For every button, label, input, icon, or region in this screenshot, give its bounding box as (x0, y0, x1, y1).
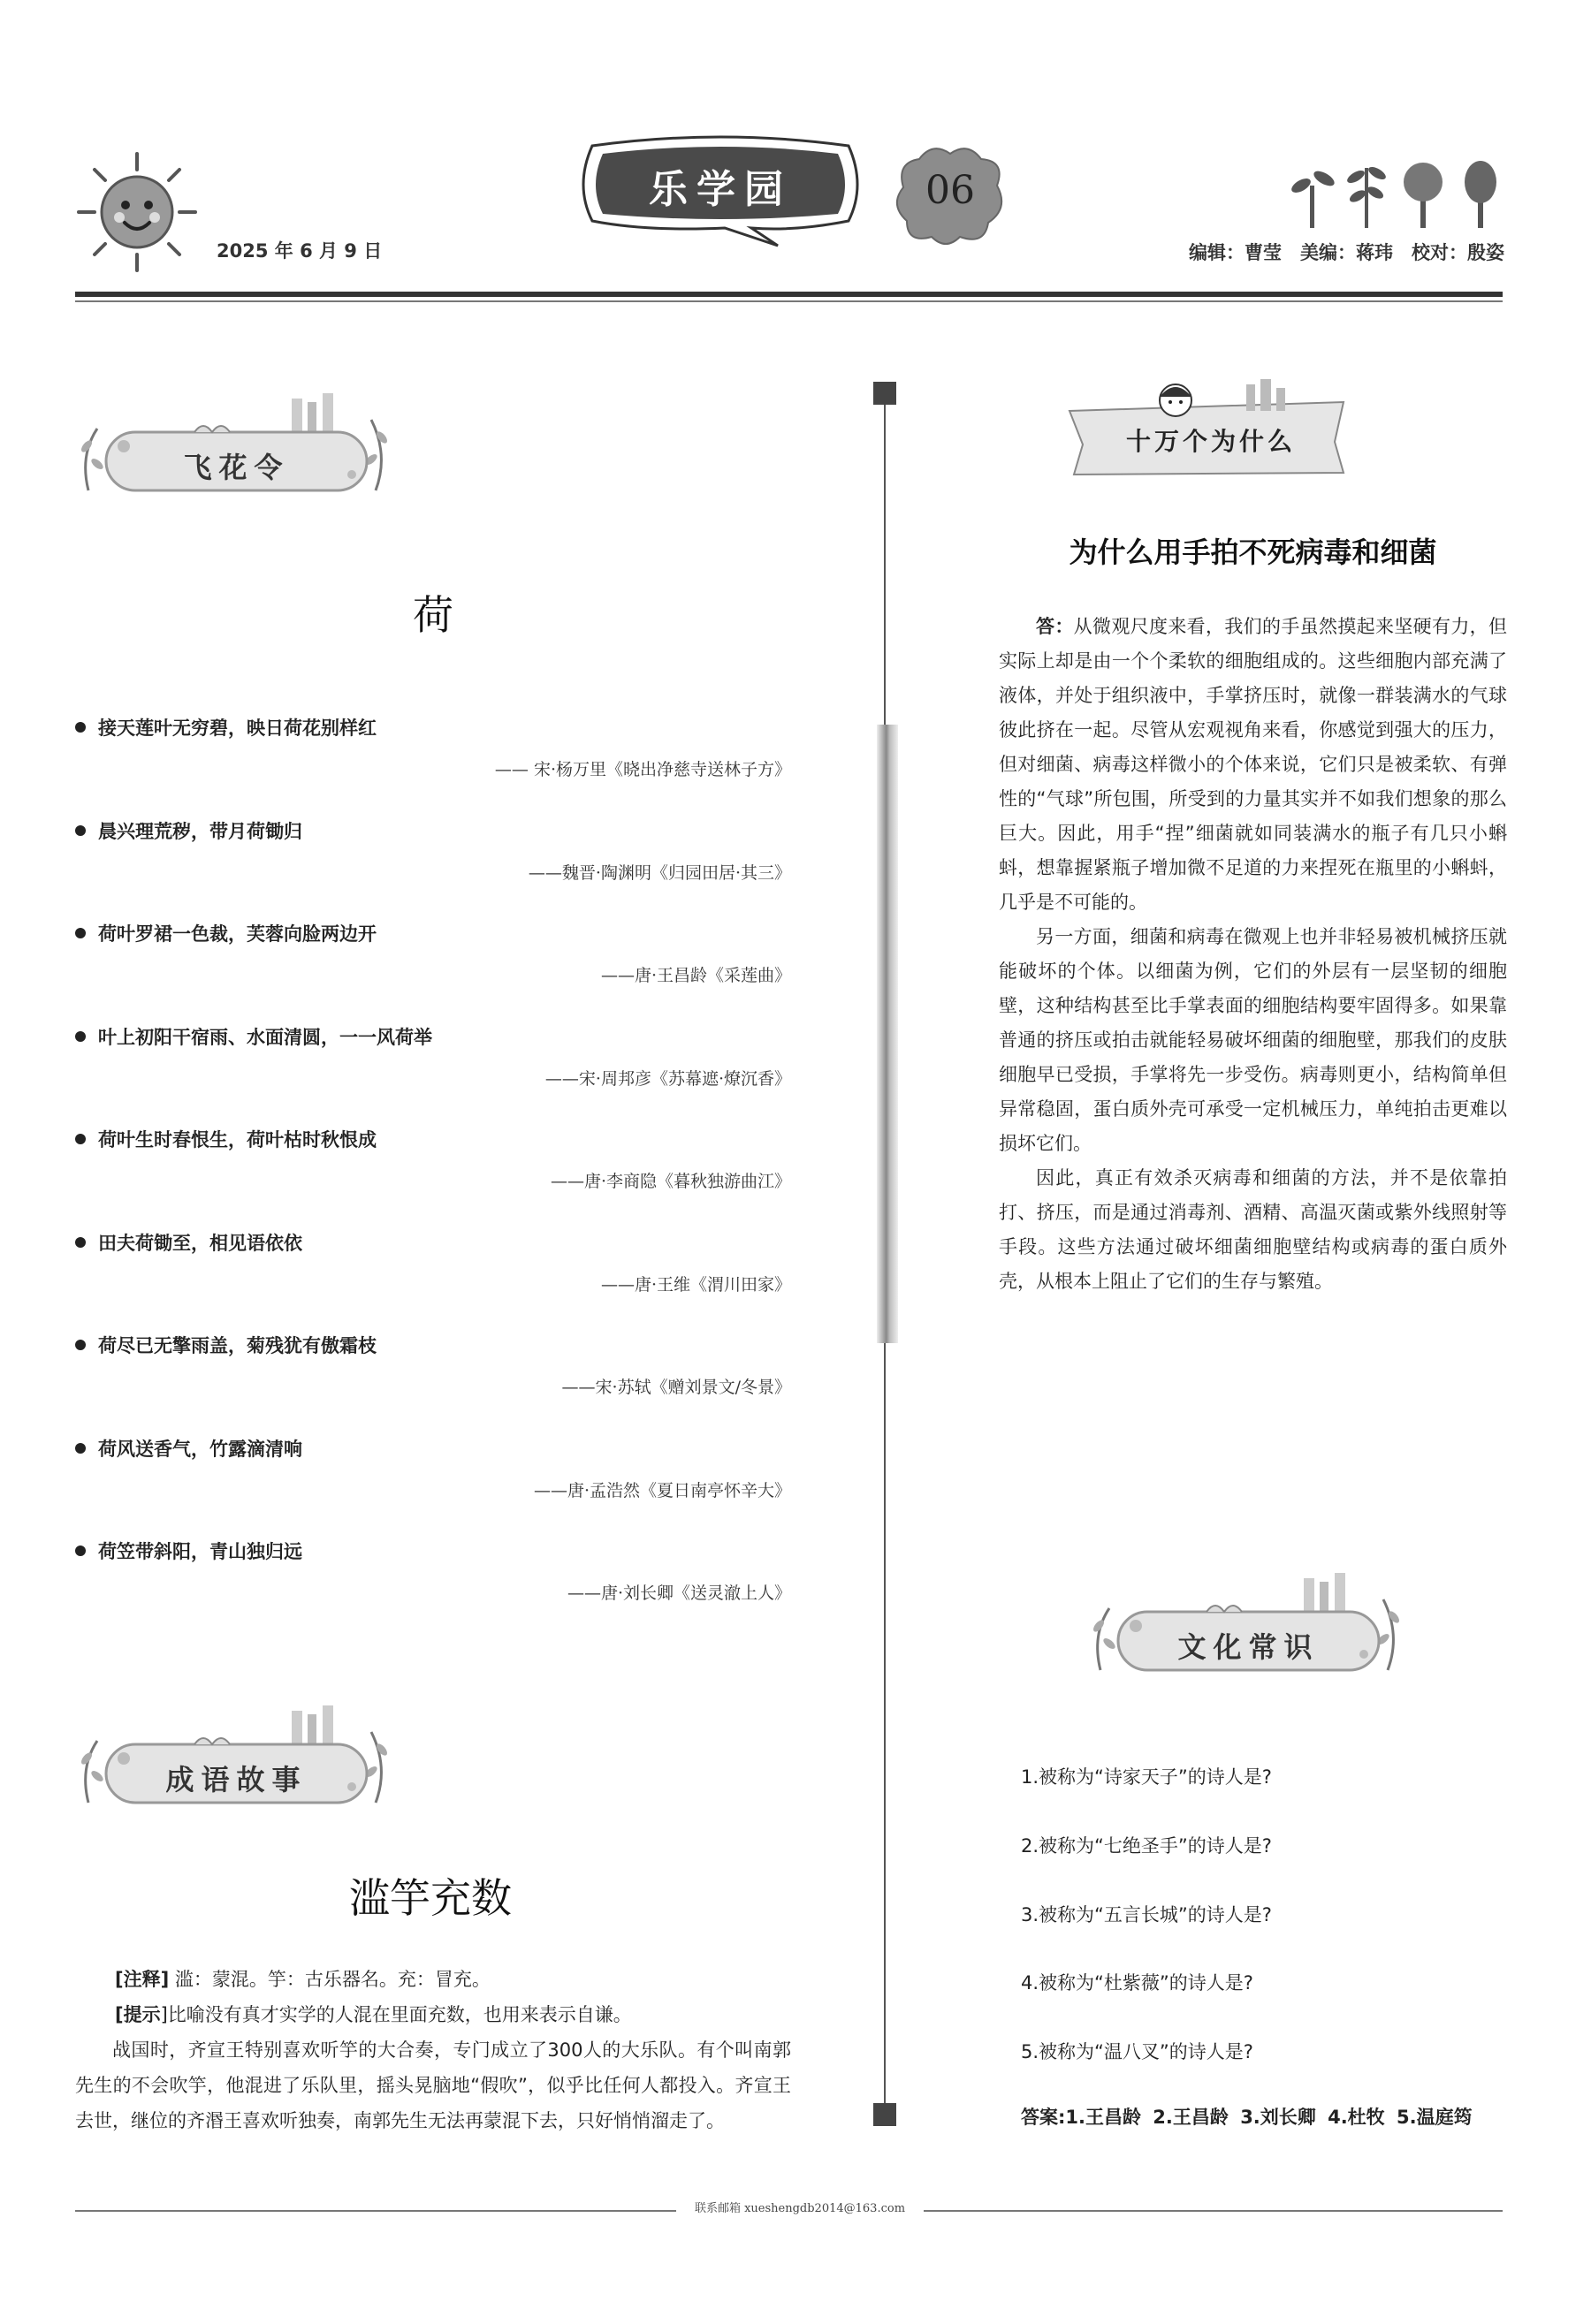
culture-question-5: 5.被称为“温八叉”的诗人是? (1021, 2041, 1253, 2062)
why-title: 为什么用手拍不死病毒和细菌 (1069, 535, 1437, 569)
divider-square-top (873, 382, 896, 405)
poem-source: ——宋·周邦彦《苏幕遮·燎沉香》 (544, 1068, 791, 1089)
poem-line-text: 荷笠带斜阳，青山独归远 (98, 1541, 302, 1562)
idiom-story: 战国时，齐宣王特别喜欢听竽的大合奏，专门成立了300人的大乐队。有个叫南郭先生的不会吹竽，他混进了乐队里，摇头晃脑地“假吹”，似乎比任何人都投入。齐宣王去世，继位的齐湣王喜欢听独奏，南郭先生无法再蒙混下去，只好悄悄溜走了。 (75, 2039, 791, 2131)
culture-question-3: 3.被称为“五言长城”的诗人是? (1021, 1904, 1272, 1925)
poem-line (75, 714, 791, 740)
poem-source: ——唐·孟浩然《夏日南亭怀辛大》 (533, 1480, 791, 1500)
poem-item (75, 1229, 791, 1295)
poem-line-text: 荷叶生时春恨生，荷叶枯时秋恨成 (98, 1129, 377, 1151)
poem-line-text: 荷尽已无擎雨盖，菊残犹有傲霜枝 (98, 1335, 377, 1356)
poem-source: ——唐·王维《渭川田家》 (600, 1274, 791, 1295)
bullet-icon (75, 1546, 86, 1556)
publication-title: 乐学园 (649, 167, 792, 212)
feihualing-badge-label: 飞花令 (183, 451, 290, 484)
idiom-note-text: 滥：蒙混。竽：古乐器名。充：冒充。 (169, 1969, 491, 1990)
why-badge-label: 十万个为什么 (1125, 427, 1296, 456)
poem-line (75, 1538, 791, 1564)
issue-number: 06 (925, 168, 975, 213)
poem-line-text: 田夫荷锄至，相见语依依 (98, 1232, 302, 1254)
culture-question-1: 1.被称为“诗家天子”的诗人是? (1021, 1766, 1272, 1788)
idiom-title: 滥竽充数 (349, 1874, 512, 1922)
poem-item (75, 1435, 791, 1501)
why-paragraph-1-text: 从微观尺度来看，我们的手虽然摸起来坚硬有力，但实际上却是由一个个柔软的细胞组成的。这些细胞内部充满了液体，并处于组织液中，手掌挤压时，就像一群装满水的气球彼此挤在一起。尽管从宏观视角来看，你感觉到强大的压力，但对细菌、病毒这样微小的个体来说，它们只是被柔软、有弹性的“气球”所包围，所受到的力量其实并不如我们想象的那么巨大。因此，用手“捏”细菌就如同装满水的瓶子有几只小蝌蚪，想靠握紧瓶子增加微不足道的力来捏死在瓶里的小蝌蚪，几乎是不可能的。 (999, 616, 1508, 913)
footer-contact: 联系邮箱 xueshengdb2014@163.com (681, 2199, 919, 2215)
footer-rule-left (75, 2210, 676, 2212)
header-rule (75, 292, 1503, 297)
poem-line-text: 荷风送香气，竹露滴清响 (98, 1438, 302, 1460)
idiom-note-label: [注释] (115, 1969, 170, 1990)
poem-item (75, 1538, 791, 1604)
bullet-icon (75, 1443, 86, 1454)
editor-credits: 编辑：曹莹 美编：蒋玮 校对：殷姿 (1189, 242, 1504, 263)
why-article (999, 610, 1507, 1299)
poem-line-text: 接天莲叶无穷碧，映日荷花别样红 (98, 718, 377, 739)
why-paragraph-1 (999, 610, 1507, 920)
poem-line (75, 1126, 791, 1152)
poem-item (75, 714, 791, 780)
trees-icon (1290, 150, 1511, 230)
feihualing-keyword: 荷 (413, 591, 453, 639)
why-answer-label: 答： (1036, 616, 1074, 637)
bullet-icon (75, 1031, 86, 1042)
poem-source: ——宋·苏轼《赠刘景文/冬景》 (561, 1378, 791, 1397)
poem-item (75, 920, 791, 986)
bullet-icon (75, 1134, 86, 1144)
poem-item (75, 1332, 791, 1398)
poem-line (75, 1435, 791, 1462)
poem-item (75, 1126, 791, 1192)
poem-line-text: 晨兴理荒秽，带月荷锄归 (98, 820, 302, 842)
poem-line (75, 1023, 791, 1050)
culture-question-4: 4.被称为“杜紫薇”的诗人是? (1021, 1972, 1253, 1994)
why-paragraph-3: 因此，真正有效杀灭病毒和细菌的方法，并不是依靠拍打、挤压，而是通过消毒剂、酒精、高温灭菌或紫外线照射等手段。这些方法通过破坏细菌细胞壁结构或病毒的蛋白质外壳，从根本上阻止了它们的生存与繁殖。 (999, 1167, 1507, 1292)
poem-source: —— 宋·杨万里《晓出净慈寺送林子方》 (494, 760, 791, 779)
header-rule-thin (75, 300, 1503, 302)
poem-item (75, 1023, 791, 1090)
culture-question-2: 2.被称为“七绝圣手”的诗人是? (1021, 1835, 1272, 1857)
poem-line-text: 叶上初阳干宿雨、水面清圆，一一风荷举 (98, 1026, 432, 1048)
poem-line (75, 817, 791, 844)
idiom-hint-label: [提示 (115, 2004, 161, 2025)
bullet-icon (75, 1237, 86, 1248)
footer-rule-right (924, 2210, 1503, 2212)
poem-line (75, 1229, 791, 1256)
divider-square-bottom (873, 2103, 896, 2126)
idiom-hint-text: ]比喻没有真才实学的人混在里面充数，也用来表示自谦。 (160, 2004, 632, 2025)
idiom-badge-label: 成语故事 (165, 1763, 308, 1796)
sun-icon (75, 150, 199, 274)
poem-source: ——魏晋·陶渊明《归园田居·其三》 (528, 862, 791, 883)
culture-badge-label: 文化常识 (1177, 1630, 1320, 1664)
bullet-icon (75, 825, 86, 836)
poem-source: ——唐·刘长卿《送灵澈上人》 (567, 1584, 791, 1603)
poem-line (75, 920, 791, 946)
issue-date: 2025 年 6 月 9 日 (217, 240, 383, 262)
poem-source: ——唐·王昌龄《采莲曲》 (600, 966, 791, 985)
poem-item (75, 817, 791, 884)
bullet-icon (75, 1340, 86, 1350)
poem-line (75, 1332, 791, 1358)
bullet-icon (75, 928, 86, 938)
divider-bar (877, 725, 898, 1343)
culture-answers: 答案:1.王昌龄 2.王昌龄 3.刘长卿 4.杜牧 5.温庭筠 (1021, 2107, 1473, 2128)
why-paragraph-2: 另一方面，细菌和病毒在微观上也并非轻易被机械挤压就能破坏的个体。以细菌为例，它们的外层有一层坚韧的细胞壁，这种结构甚至比手掌表面的细胞结构要牢固得多。如果靠普通的挤压或拍击就能轻易破坏细菌的细胞壁，那我们的皮肤细胞早已受损，手掌将先一步受伤。病毒则更小，结构简单但异常稳固，蛋白质外壳可承受一定机械压力，单纯拍击更难以损坏它们。 (999, 926, 1507, 1154)
poem-line-text: 荷叶罗裙一色裁，芙蓉向脸两边开 (98, 923, 377, 945)
bullet-icon (75, 722, 86, 733)
idiom-note (115, 1962, 791, 1997)
idiom-hint (115, 1997, 791, 2032)
poem-source: ——唐·李商隐《暮秋独游曲江》 (550, 1172, 791, 1191)
